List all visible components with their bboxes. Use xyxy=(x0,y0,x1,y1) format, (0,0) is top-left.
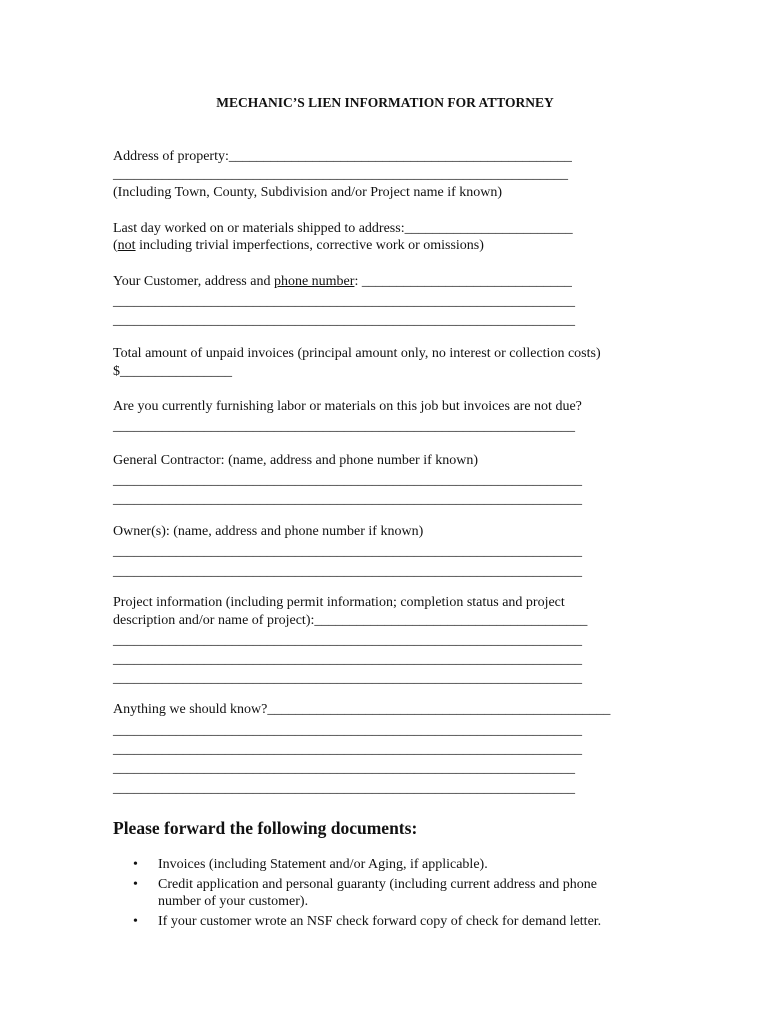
customer-line-2[interactable]: __________________________________________________________________ xyxy=(113,294,575,309)
hint-open-paren: ( xyxy=(113,238,118,253)
last-day-worked-hint xyxy=(113,237,484,254)
unpaid-amount-line[interactable]: $________________ xyxy=(113,364,232,379)
general-contractor-line-2[interactable]: ___________________________________________________________________ xyxy=(113,492,582,507)
customer-line[interactable] xyxy=(113,273,572,290)
anything-line-2[interactable]: ___________________________________________________________________ xyxy=(113,742,582,757)
project-info-line-1[interactable]: ___________________________________________________________________ xyxy=(113,633,582,648)
anything-to-know-line[interactable]: Anything we should know?_________________________________________________ xyxy=(113,702,611,717)
customer-blank[interactable]: : ______________________________ xyxy=(354,274,572,289)
furnishing-answer-line[interactable]: __________________________________________________________________ xyxy=(113,419,575,434)
bullet-icon: • xyxy=(133,914,138,929)
document-item-nsf-check: If your customer wrote an NSF check forward copy of check for demand letter. xyxy=(158,914,602,929)
customer-label: Your Customer, address and xyxy=(113,274,274,289)
project-description-line[interactable]: description and/or name of project):_______________________________________ xyxy=(113,613,588,628)
furnishing-question: Are you currently furnishing labor or materials on this job but invoices are not due? xyxy=(113,399,582,414)
address-of-property-line[interactable]: Address of property:_________________________________________________ xyxy=(113,149,572,164)
general-contractor-label: General Contractor: (name, address and phone number if known) xyxy=(113,453,479,468)
document-item-credit-application: Credit application and personal guaranty (including current address and phone xyxy=(158,877,597,892)
project-info-line-2[interactable]: ___________________________________________________________________ xyxy=(113,652,582,667)
customer-line-3[interactable]: __________________________________________________________________ xyxy=(113,313,575,328)
document-item-invoices: Invoices (including Statement and/or Aging, if applicable). xyxy=(158,857,488,872)
document-item-credit-application-cont: number of your customer). xyxy=(158,894,309,909)
phone-number-label: phone number xyxy=(273,274,355,289)
last-day-worked-line[interactable]: Last day worked on or materials shipped to address:________________________ xyxy=(113,221,573,236)
owners-line-1[interactable]: ___________________________________________________________________ xyxy=(113,544,582,559)
documents-heading: Please forward the following documents: xyxy=(113,818,418,838)
unpaid-invoices-label: Total amount of unpaid invoices (principal amount only, no interest or collection costs) xyxy=(113,346,601,361)
project-info-line-3[interactable]: ___________________________________________________________________ xyxy=(113,671,582,686)
anything-line-1[interactable]: ___________________________________________________________________ xyxy=(113,723,582,738)
general-contractor-line-1[interactable]: ___________________________________________________________________ xyxy=(113,473,582,488)
hint-rest: including trivial imperfections, corrective work or omissions) xyxy=(135,238,484,253)
bullet-icon: • xyxy=(133,857,138,872)
address-hint: (Including Town, County, Subdivision and/or Project name if known) xyxy=(113,185,503,200)
bullet-icon: • xyxy=(133,877,138,892)
project-info-label: Project information (including permit information; completion status and project xyxy=(113,595,565,610)
page-title: MECHANIC’S LIEN INFORMATION FOR ATTORNEY xyxy=(216,95,554,110)
owners-line-2[interactable]: ___________________________________________________________________ xyxy=(113,564,582,579)
anything-line-3[interactable]: __________________________________________________________________ xyxy=(113,761,575,776)
owners-label: Owner(s): (name, address and phone number if known) xyxy=(113,524,424,539)
address-of-property-line-2[interactable]: _________________________________________________________________ xyxy=(113,167,568,182)
anything-line-4[interactable]: __________________________________________________________________ xyxy=(113,781,575,796)
not-underlined: not xyxy=(117,238,136,253)
